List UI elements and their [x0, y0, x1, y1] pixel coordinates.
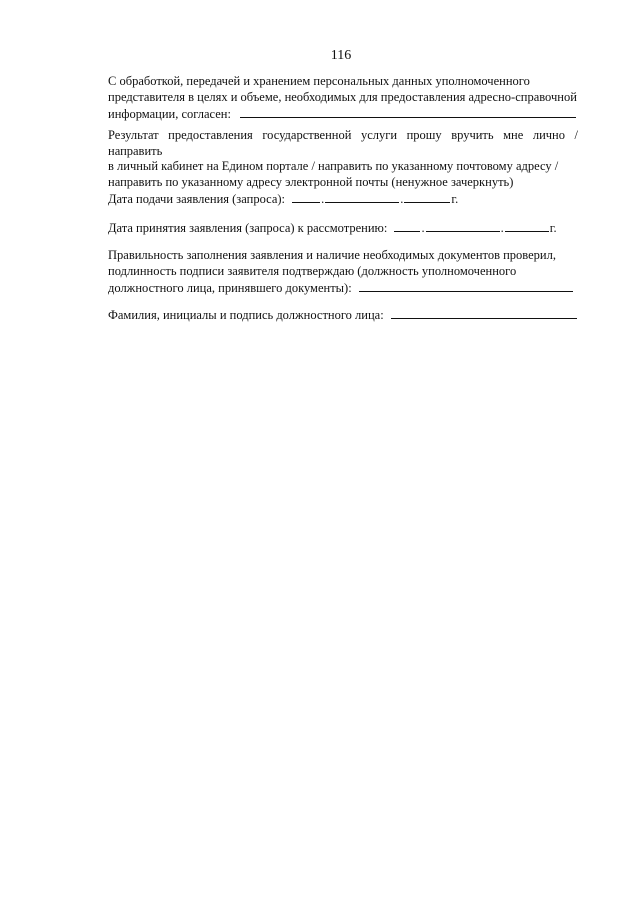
acceptance-year-field[interactable] [505, 219, 549, 232]
result-paragraph [108, 128, 578, 190]
result-line-2: в личный кабинет на Едином портале / направить по указанному почтовому адресу / [108, 159, 559, 173]
acceptance-date-row [108, 219, 578, 237]
verification-position-line[interactable] [359, 279, 573, 292]
official-row [108, 306, 578, 324]
submission-date-separator: . [400, 192, 404, 206]
submission-date-separator: . [321, 192, 325, 206]
submission-day-field[interactable] [292, 190, 320, 203]
page-number: 116 [330, 48, 352, 63]
result-line-1: Результат предоставления государственной услуги прошу вручить мне лично / направить [108, 128, 578, 158]
acceptance-date-separator: . [500, 221, 504, 235]
acceptance-year-suffix: г. [549, 221, 557, 235]
submission-year-suffix: г. [451, 192, 459, 206]
consent-line-2: представителя в целях и объеме, необходимых для предоставления адресно-справочной [108, 89, 577, 104]
submission-year-field[interactable] [404, 190, 450, 203]
acceptance-date-label: Дата принятия заявления (запроса) к рассмотрению: [108, 221, 388, 235]
result-line-3: направить по указанному адресу электронной почты (ненужное зачеркнуть) [108, 174, 514, 189]
consent-paragraph [108, 74, 578, 123]
official-label: Фамилия, инициалы и подпись должностного лица: [108, 308, 384, 322]
consent-label: информации, согласен: [108, 107, 231, 121]
consent-signature-line[interactable] [240, 105, 576, 118]
consent-line-1: С обработкой, передачей и хранением персональных данных уполномоченного [108, 74, 530, 88]
verification-line-1: Правильность заполнения заявления и наличие необходимых документов проверил, [108, 248, 556, 262]
acceptance-date-separator: . [421, 221, 425, 235]
verification-label: должностного лица, принявшего документы): [108, 281, 352, 295]
acceptance-day-field[interactable] [394, 219, 420, 232]
acceptance-month-field[interactable] [426, 219, 500, 232]
submission-date-row [108, 190, 578, 208]
consent-line-3 [108, 105, 578, 123]
verification-line-2: подлинность подписи заявителя подтверждаю (должность уполномоченного [108, 263, 517, 278]
submission-month-field[interactable] [325, 190, 399, 203]
verification-line-3 [108, 279, 578, 297]
verification-paragraph [108, 248, 578, 297]
official-signature-line[interactable] [391, 306, 577, 319]
submission-date-label: Дата подачи заявления (запроса): [108, 192, 286, 206]
